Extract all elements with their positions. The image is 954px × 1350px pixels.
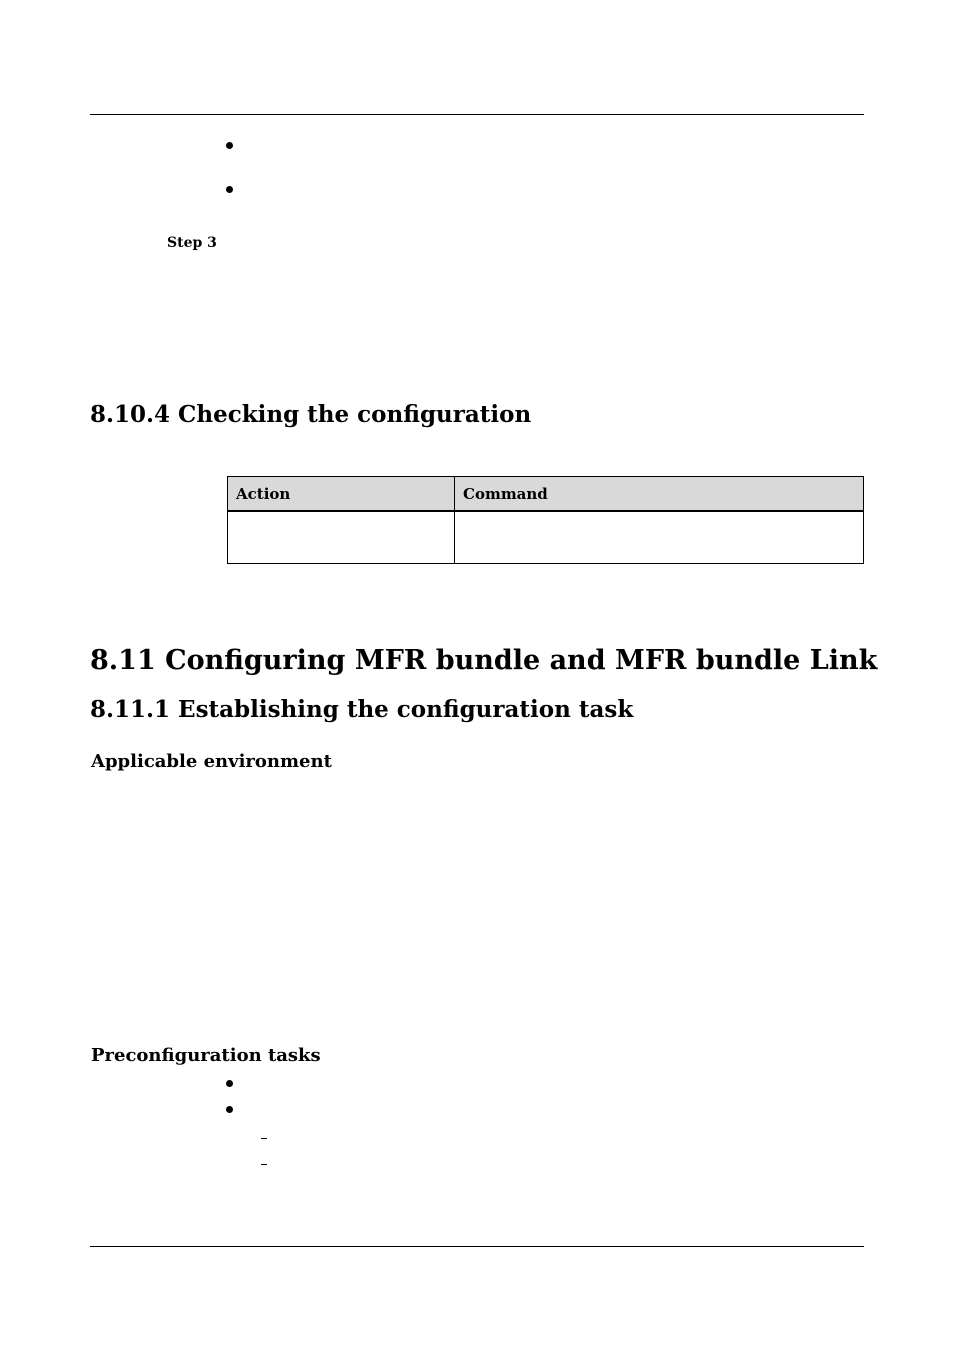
subheading-preconfiguration-tasks: Preconfiguration tasks [91, 1045, 321, 1066]
section-heading-checking-configuration: 8.10.4 Checking the configuration [90, 401, 532, 428]
table-header-row [228, 477, 864, 512]
configuration-table [227, 476, 864, 564]
bullet-point [226, 1080, 233, 1087]
table-cell-command [455, 511, 864, 564]
header-rule [90, 114, 864, 115]
sub-bullet-dash [261, 1164, 267, 1165]
step-label: Step 3 [167, 235, 217, 251]
table-header-command: Command [455, 477, 864, 512]
bullet-point [226, 1106, 233, 1113]
section-heading-establishing-task: 8.11.1 Establishing the configuration task [90, 696, 634, 723]
section-heading-mfr-bundle: 8.11 Configuring MFR bundle and MFR bundle Link [90, 645, 878, 676]
subheading-applicable-environment: Applicable environment [91, 751, 332, 772]
footer-rule [90, 1246, 864, 1247]
table-row [228, 511, 864, 564]
sub-bullet-dash [261, 1138, 267, 1139]
bullet-point [226, 142, 233, 149]
bullet-point [226, 186, 233, 193]
table-header-action: Action [228, 477, 455, 512]
table-cell-action [228, 511, 455, 564]
